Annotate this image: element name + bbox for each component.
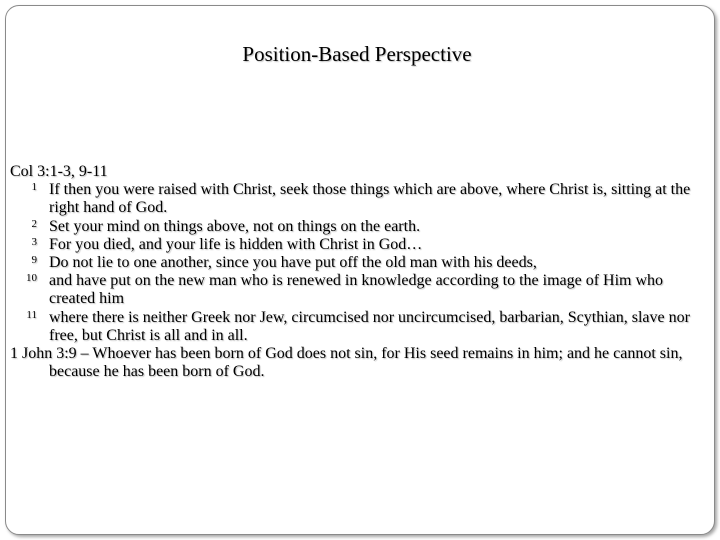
scripture-reference: Col 3:1-3, 9-11 bbox=[10, 163, 108, 180]
verse-11 bbox=[10, 309, 710, 345]
verse-text: If then you were raised with Christ, seek those things which are above, where Christ is, sitting at the right hand of God. bbox=[49, 181, 691, 217]
verse-text: and have put on the new man who is renewed in knowledge according to the image of Him who created him bbox=[49, 272, 664, 308]
verse-text: where there is neither Greek nor Jew, circumcised nor uncircumcised, barbarian, Scythian, slave nor free, but Christ is all and in all. bbox=[49, 308, 690, 344]
verse-10 bbox=[10, 272, 710, 308]
verse-2 bbox=[10, 218, 710, 236]
slide-body bbox=[10, 163, 710, 381]
verse-number: 3 bbox=[31, 235, 37, 248]
verse-number: 2 bbox=[31, 217, 37, 230]
verse-text: Do not lie to one another, since you have put off the old man with his deeds, bbox=[49, 254, 537, 272]
verse-3 bbox=[10, 236, 710, 254]
verse-number: 9 bbox=[31, 254, 37, 267]
john-verse: 1 John 3:9 – Whoever has been born of God does not sin, for His seed remains in him; and he cannot sin, because he has been born of God. bbox=[10, 345, 683, 381]
verse-text: Set your mind on things above, not on things on the earth. bbox=[49, 217, 421, 235]
verse-number: 10 bbox=[26, 272, 37, 285]
verse-number: 1 bbox=[31, 181, 37, 194]
verse-9 bbox=[10, 254, 710, 272]
verse-1 bbox=[10, 181, 710, 217]
verse-number: 11 bbox=[26, 308, 37, 321]
slide-title: Position-Based Perspective bbox=[242, 42, 472, 66]
verse-text: For you died, and your life is hidden with Christ in God… bbox=[49, 235, 423, 253]
